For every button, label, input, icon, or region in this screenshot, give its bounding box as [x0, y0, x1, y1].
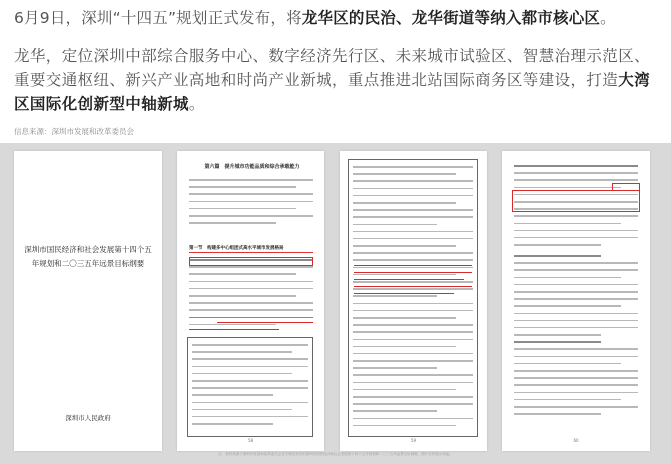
doc-page-cover — [14, 151, 162, 451]
headline — [14, 6, 664, 30]
highlight-underline — [217, 322, 313, 323]
highlight-underline — [354, 265, 472, 266]
text-block — [514, 255, 638, 420]
doc-page-2 — [177, 151, 324, 451]
source-caption: 信息来源：深圳市发展和改革委员会 — [14, 127, 134, 136]
body-paragraph — [14, 44, 662, 116]
chapter-title: 第六篇 提升城市功能品质和综合承载能力 — [204, 164, 300, 170]
highlight-box — [512, 190, 640, 212]
highlight-underline — [354, 272, 472, 273]
info-box — [348, 159, 478, 437]
page-number: 58 — [247, 438, 254, 443]
highlight-underline — [354, 293, 454, 294]
highlight-box — [189, 257, 313, 266]
headline-text: 6月9日，深圳“十四五”规划正式发布，将 — [14, 9, 302, 27]
headline-bold: 龙华区的民治、龙华街道等纳入都市核心区 — [301, 9, 601, 27]
page-number: 59 — [410, 438, 417, 443]
highlight-underline — [354, 279, 464, 280]
doc-page-4 — [502, 151, 650, 451]
body-text: 龙华，定位深圳中部综合服务中心、数字经济先行区、未来城市试验区、智慧治理示范区、重要交通枢纽、新兴产业高地和时尚产业新城，重点推进北站国际商务区等建设，打造 — [14, 47, 651, 89]
headline-end: 。 — [600, 9, 616, 27]
highlight-underline — [354, 286, 472, 287]
cover-issuer: 深圳市人民政府 — [65, 414, 111, 422]
section-heading: 第一节 构建多中心组团式高水平城市发展格局 — [189, 246, 284, 251]
text-block — [189, 259, 313, 331]
text-block — [189, 179, 313, 229]
highlight-underline — [189, 329, 279, 330]
footer-note: 注：资料来源于深圳市发展和改革委员会官方网站发布的深圳市国民经济和社会发展第十四个五年规划和二〇三五年远景目标纲要，图片仅作展示用途。 — [218, 452, 453, 456]
cover-title: 深圳市国民经济和社会发展第十四个五年规划和二〇三五年远景目标纲要 — [24, 245, 152, 268]
doc-page-3 — [340, 151, 487, 451]
body-bold: 大湾区国际化创新型中轴新城 — [14, 71, 651, 113]
body-end: 。 — [188, 95, 205, 113]
page-number: 60 — [573, 438, 579, 443]
info-box — [187, 337, 313, 437]
section-underline — [189, 252, 313, 253]
